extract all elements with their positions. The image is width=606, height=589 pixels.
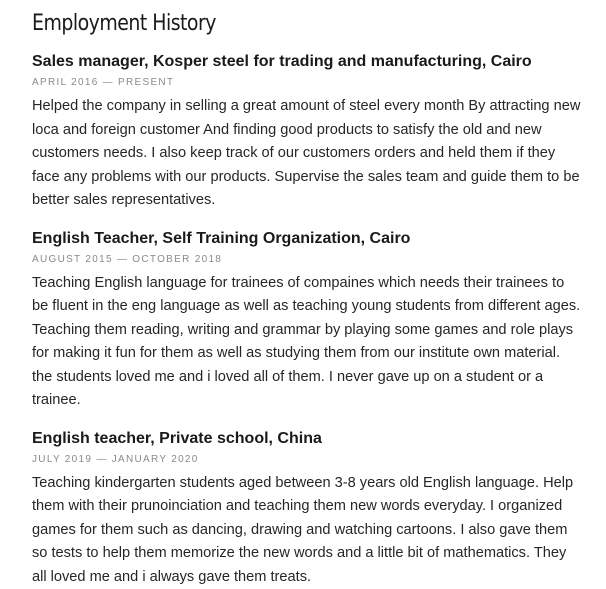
job-entry-english-teacher-cairo [32,228,584,413]
job-description: Helped the company in selling a great amount of steel every month By attracting new loca and foreign customer And finding good products to satisfy the old and new customers needs. I also keep track of our customers orders and held them if they face any problems with our products. Supervise the sales team and guide them to be better sales representatives. [32,95,584,213]
job-dates: APRIL 2016 — PRESENT [32,76,584,90]
job-title: English teacher, Private school, China [32,428,584,450]
job-title: Sales manager, Kosper steel for trading and manufacturing, Cairo [32,51,584,73]
job-description: Teaching kindergarten students aged between 3-8 years old English language. Help them with their prunoinciation and teaching them new words everyday. I organized games for them such as dancing, drawing and watching cartoons. I also gave them so tests to help them memorize the new words and a little bit of mathematics. They all loved me and i always gave them treats. [32,472,584,589]
job-dates: JULY 2019 — JANUARY 2020 [32,453,584,467]
job-title: English Teacher, Self Training Organization, Cairo [32,228,584,250]
job-description: Teaching English language for trainees of compaines which needs their trainees to be fluent in the eng language as well as teaching young students from different ages. Teaching them reading, writing and grammar by playing some games and role plays for making it fun for them as well as studying them from our institute own material. the students loved me and i loved all of them. I never gave up on a student or a trainee. [32,272,584,413]
job-entry-english-teacher-china [32,428,584,589]
section-title: Employment History [32,9,507,39]
job-dates: AUGUST 2015 — OCTOBER 2018 [32,253,584,267]
job-entry-sales-manager [32,51,584,213]
